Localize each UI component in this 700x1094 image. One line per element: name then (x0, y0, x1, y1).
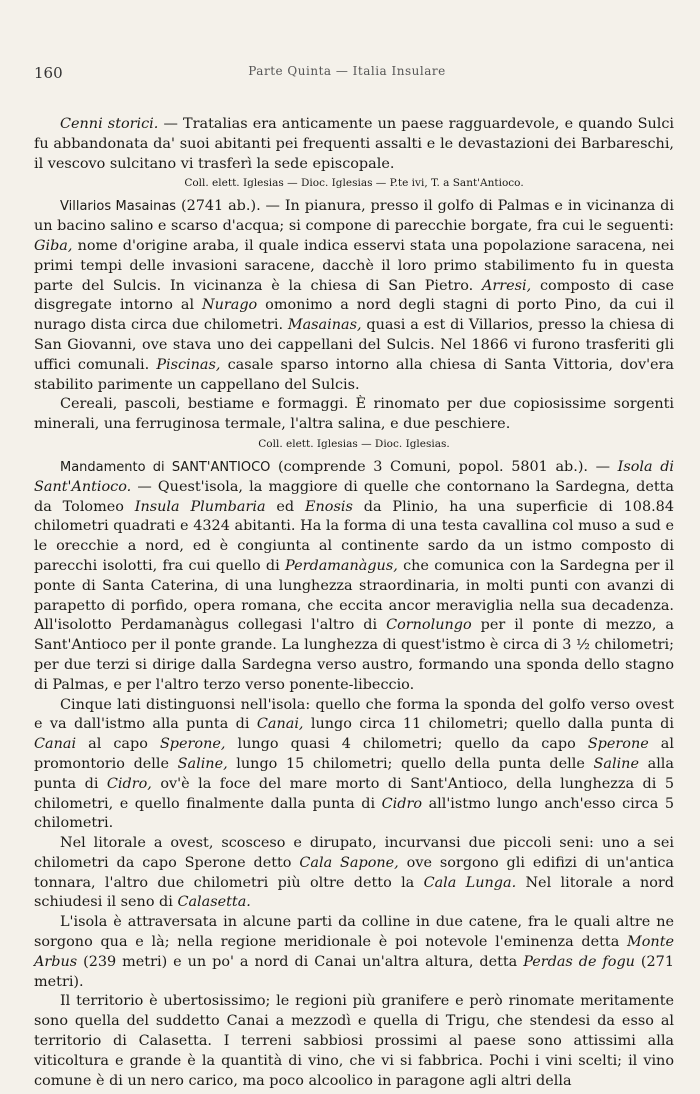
paragraph-cinque-lati (34, 696, 674, 835)
text: omonimo a nord degli stagni di porto Pino, da cui il nurago dista circa due chilometri. (34, 297, 674, 334)
place-name: Enosis (305, 498, 353, 515)
reference-line: Coll. elett. Iglesias — Dioc. Iglesias — P.te ivi, T. a Sant'Antioco. (184, 177, 524, 190)
body-text (34, 115, 674, 1091)
paragraph-cenni-storici (34, 115, 674, 174)
text: nome d'origine araba, il quale indica esservi stata una popolazione saracena, nei primi tempi delle invasioni saracene, dacchè il loro primo stabilimento fu in questa parte del Sulcis. In vicinanza è la chiesa di San Pietro. (34, 237, 674, 294)
text: ed (265, 498, 306, 515)
place-name: Canai (34, 736, 77, 753)
page-number: 160 (34, 64, 63, 82)
place-name: Saline, (177, 755, 228, 772)
text: da Plinio, ha una superficie di 108.84 chilometri quadrati e 4324 abitanti. Ha la forma di una testa cavallina col muso a sud e le orecchie a nord, ed è congiunta al continente sardo da un istmo composto di parecchi isolotti, fra cui quello di (34, 498, 674, 574)
paragraph-litorale (34, 834, 674, 913)
text: — Quest'isola, la maggiore di quelle che contornano la Sardegna, detta da Tolomeo (34, 478, 674, 515)
text: per il ponte di mezzo, a Sant'Antioco per il ponte grande. La lunghezza di quest'istmo è circa di 3 ½ chilometri; per due terzi si dirige dalla Sardegna verso austro, formando una sponda dello stagno di Palmas, e per l'altro terzo verso ponente-libeccio. (34, 617, 674, 693)
place-name: Cidro, (106, 775, 152, 792)
place-name: Cala Sapone, (299, 854, 399, 871)
text: lungo circa 11 chilometri; quello dalla punta di (303, 716, 674, 733)
entry-heading: Mandamento di SANT'ANTIOCO (60, 459, 271, 475)
text: ov'è la foce del mare morto di Sant'Antioco, della lunghezza di 5 chilometri, e quello finalmente dalla punta di (34, 775, 675, 812)
place-name: Piscinas, (156, 356, 221, 373)
text: casale sparso intorno alla chiesa di Santa Vittoria, dov'era stabilito parimente un cappellano del Sulcis. (34, 356, 674, 393)
place-name: Monte Arbus (34, 934, 674, 970)
text: che comunica con la Sardegna per il ponte di Santa Caterina, di una lunghezza straordinaria, in molti punti con avanzi di parapetto di porfido, opera romana, che eccita ancor meraviglia nella sua decadenza. All'isolotto Perdamanàgus collegasi l'altro di (34, 557, 674, 634)
place-name: Isola di Sant'Antioco. (34, 458, 675, 495)
text: — Tratalias era anticamente un paese ragguardevole, e quando Sulci fu abbandonata da' suoi abitanti pei frequenti assalti e le devastazioni dei Barbareschi, il vescovo sulcitano vi trasferì la sede episcopale. (34, 116, 674, 172)
place-name: Masainas, (287, 317, 362, 334)
place-name: Canai, (256, 716, 304, 733)
place-name: Cala Lunga. (423, 874, 517, 891)
text: Nel litorale a nord schiudesi il seno di (34, 874, 674, 911)
text: Cinque lati distinguonsi nell'isola: quello che forma la sponda del golfo verso ovest e va dall'istmo alla punta di (34, 696, 674, 733)
text: lungo 15 chilometri; quello della punta delle (227, 755, 594, 772)
place-name: Perdas de fogu (523, 953, 635, 970)
text: (2741 ab.). — In pianura, presso il golfo di Palmas e in vicinanza di un bacino salino e scarso d'acqua; si compone di parecchie borgate, fra cui le seguenti: (34, 198, 674, 235)
text: al capo (76, 736, 160, 753)
section-label: Cenni storici. (60, 116, 159, 132)
running-header (34, 64, 660, 84)
text: (239 metri) e un po' a nord di Canai un'altra altura, detta (77, 953, 524, 970)
text: all'istmo lungo anch'esso circa 5 chilometri. (34, 795, 674, 832)
entry-heading: Villarios Masainas (60, 199, 177, 215)
place-name: Arresi, (481, 277, 532, 294)
paragraph-colline (34, 913, 674, 992)
place-name: Calasetta. (177, 894, 251, 911)
paragraph-villarios (34, 197, 674, 395)
place-name: Cornolungo (386, 617, 472, 634)
text: composto di case disgregate intorno al (34, 277, 674, 314)
place-name: Sperone (587, 736, 649, 753)
text: ove sorgono gli edifizi di un'antica tonnara, l'altro due chilometri più oltre detto la (34, 854, 674, 891)
place-name: Cidro (381, 795, 423, 812)
text: L'isola è attraversata in alcune parti da colline in due catene, fra le quali altre ne sorgono qua e là; nella regione meridionale è poi notevole l'eminenza detta (34, 914, 674, 951)
text: quasi a est di Villarios, presso la chiesa di San Giovanni, ove stava uno dei cappellani del Sulcis. Nel 1866 vi furono trasferiti gli uffici comunali. (34, 317, 674, 373)
text: Nel litorale a ovest, scosceso e dirupato, incurvansi due piccoli seni: uno a sei chilometri da capo Sperone detto (34, 835, 674, 871)
place-name: Sperone, (159, 736, 226, 753)
place-name: Insula Plumbaria (134, 498, 266, 515)
place-name: Giba, (34, 237, 73, 254)
text: (271 metri). (34, 953, 674, 990)
place-name: Perdamanàgus, (285, 557, 398, 574)
running-title: Parte Quinta — Italia Insulare (248, 64, 446, 78)
paragraph-territorio: Il territorio è ubertosissimo; le regioni più granifere e però rinomate meritamente sono quella del suddetto Canai a mezzodì e quella di Trigu, che stendesi da esso al territorio di Calasetta. I terreni sabbiosi prossimi al paese sono attissimi alla viticoltura e grande è la quantità di vino, che vi si fabbrica. Pochi i vini scelti; il vino comune è di un nero carico, ma poco alcoolico in paragone agli altri della (34, 993, 674, 1089)
text: alla punta di (34, 755, 674, 792)
paragraph-products: Cereali, pascoli, bestiame e formaggi. È rinomato per due copiosissime sorgenti minerali, una ferruginosa termale, l'altra salina, e due peschiere. (34, 396, 674, 433)
paragraph-sant-antioco (34, 458, 674, 696)
text: (comprende 3 Comuni, popol. 5801 ab.). — (270, 458, 618, 475)
place-name: Saline (593, 755, 639, 772)
text: al promontorio delle (34, 736, 674, 772)
reference-line: Coll. elett. Iglesias — Dioc. Iglesias. (258, 437, 450, 450)
text: lungo quasi 4 chilometri; quello da capo (225, 736, 588, 753)
place-name: Nurago (202, 297, 258, 314)
